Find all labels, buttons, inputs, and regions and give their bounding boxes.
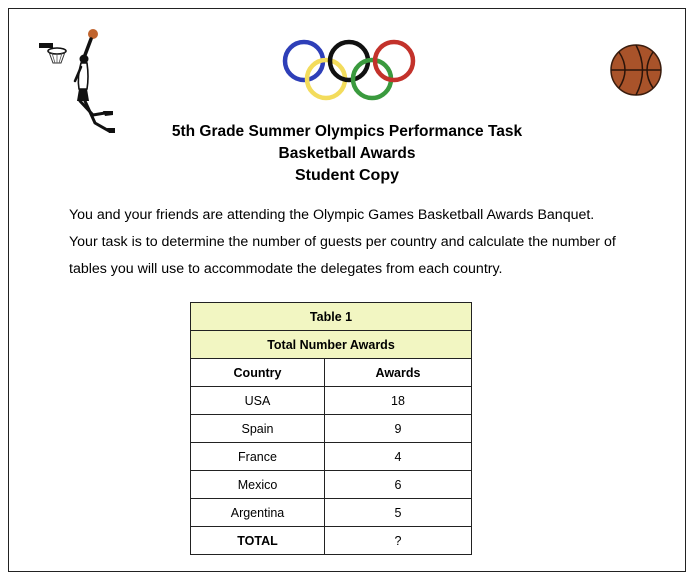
basketball-player-icon — [35, 27, 129, 135]
document-title — [9, 121, 685, 187]
table-header-row — [191, 359, 472, 387]
table-subtitle-row — [191, 331, 472, 359]
table-row — [191, 443, 472, 471]
awards-table — [190, 302, 472, 555]
column-header-awards: Awards — [325, 359, 472, 387]
country-cell: France — [191, 443, 325, 471]
country-cell: Mexico — [191, 471, 325, 499]
table-caption-row — [191, 303, 472, 331]
total-value: ? — [325, 527, 472, 555]
column-header-country: Country — [191, 359, 325, 387]
awards-cell: 5 — [325, 499, 472, 527]
title-line-2: Basketball Awards — [278, 145, 416, 162]
intro-line-1: You and your friends are attending the Olympic Games Basketball Awards Banquet. — [69, 207, 595, 223]
intro-paragraph — [69, 202, 649, 283]
awards-cell: 4 — [325, 443, 472, 471]
awards-cell: 18 — [325, 387, 472, 415]
table-caption: Table 1 — [191, 303, 472, 331]
table-total-row — [191, 527, 472, 555]
country-cell: Spain — [191, 415, 325, 443]
country-cell: USA — [191, 387, 325, 415]
awards-cell: 9 — [325, 415, 472, 443]
total-label: TOTAL — [191, 527, 325, 555]
intro-line-3: tables you will use to accommodate the delegates from each country. — [69, 261, 503, 277]
table-row — [191, 499, 472, 527]
table-subtitle: Total Number Awards — [191, 331, 472, 359]
table-row — [191, 415, 472, 443]
title-line-1: 5th Grade Summer Olympics Performance Task — [171, 123, 523, 140]
intro-line-2: Your task is to determine the number of guests per country and calculate the number of — [69, 234, 616, 250]
awards-cell: 6 — [325, 471, 472, 499]
table-row — [191, 387, 472, 415]
document-page — [8, 8, 686, 572]
table-row — [191, 471, 472, 499]
basketball-icon — [609, 43, 663, 97]
country-cell: Argentina — [191, 499, 325, 527]
title-line-3: Student Copy — [295, 167, 399, 184]
olympic-rings-icon — [281, 37, 419, 103]
